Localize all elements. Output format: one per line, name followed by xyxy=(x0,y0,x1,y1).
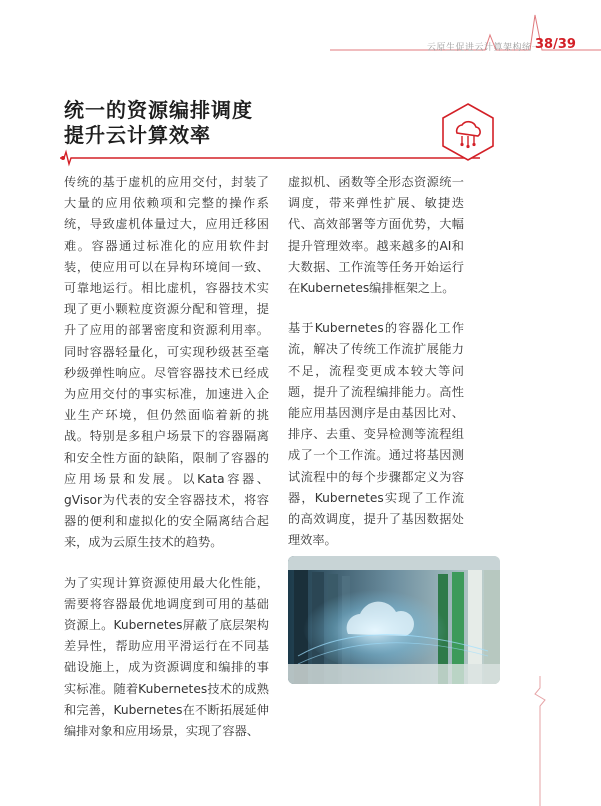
right-paragraph-1: 虚拟机、函数等全形态资源统一调度，带来弹性扩展、敏捷迭代、高效部署等方面优势，大幅提升管理效率。越来越多的AI和大数据、工作流等任务开始运行在Kubernetes编排框架之上。 xyxy=(288,175,464,296)
title-rule xyxy=(60,148,480,168)
cloud-network-icon xyxy=(440,102,496,162)
title-line-2: 提升云计算效率 xyxy=(64,123,211,147)
page-number: 38/39 xyxy=(535,37,576,52)
title-line-1: 统一的资源编排调度 xyxy=(64,98,253,122)
right-paragraph-2: 基于Kubernetes的容器化工作流，解决了传统工作流扩展能力不足，流程变更成本较大等问题，提升了流程编排能力。高性能应用基因测序是由基因比对、排序、去重、变异检测等流程组成了一个工作流。通过将基因测试流程中的每个步骤都定义为容器，Kubernetes实现了工作流的高效调度，提升了基因数据处理效率。 xyxy=(288,321,464,548)
left-column xyxy=(64,172,269,742)
left-paragraph-1: 传统的基于虚机的应用交付，封装了大量的应用依赖项和完整的操作系统，导致虚机体量过大，应用迁移困难。容器通过标准化的应用软件封装，使应用可以在异构环境间一致、可靠地运行。相比虚机，容器技术实现了更小颗粒度资源分配和管理，提升了应用的部署密度和资源利用率。同时容器轻量化，可实现秒级甚至毫秒级弹性响应。尽管容器技术已经成为应用交付的事实标准，加速进入企业生产环境，但仍然面临着新的挑战。特别是多租户场景下的容器隔离和安全性方面的缺陷，限制了容器的应用场景和发展。以Kata容器、gVisor为代表的安全容器技术，将容器的便利和虚拟化的安全隔离结合起来，成为云原生技术的趋势。 xyxy=(64,175,269,550)
datacenter-image xyxy=(288,556,500,684)
left-paragraph-2: 为了实现计算资源使用最大化性能，需要将容器最优地调度到可用的基础资源上。Kubernetes屏蔽了底层架构差异性，帮助应用平滑运行在不同基础设施上，成为资源调度和编排的事实标准。随着Kubernetes技术的成熟和完善，Kubernetes在不断拓展延伸编排对象和应用场景，实现了容器、 xyxy=(64,575,269,739)
section-title xyxy=(64,98,253,148)
header-title: 云原生促进云计算架构统一 xyxy=(427,43,542,53)
right-column xyxy=(288,172,464,551)
corner-decoration xyxy=(480,676,601,806)
